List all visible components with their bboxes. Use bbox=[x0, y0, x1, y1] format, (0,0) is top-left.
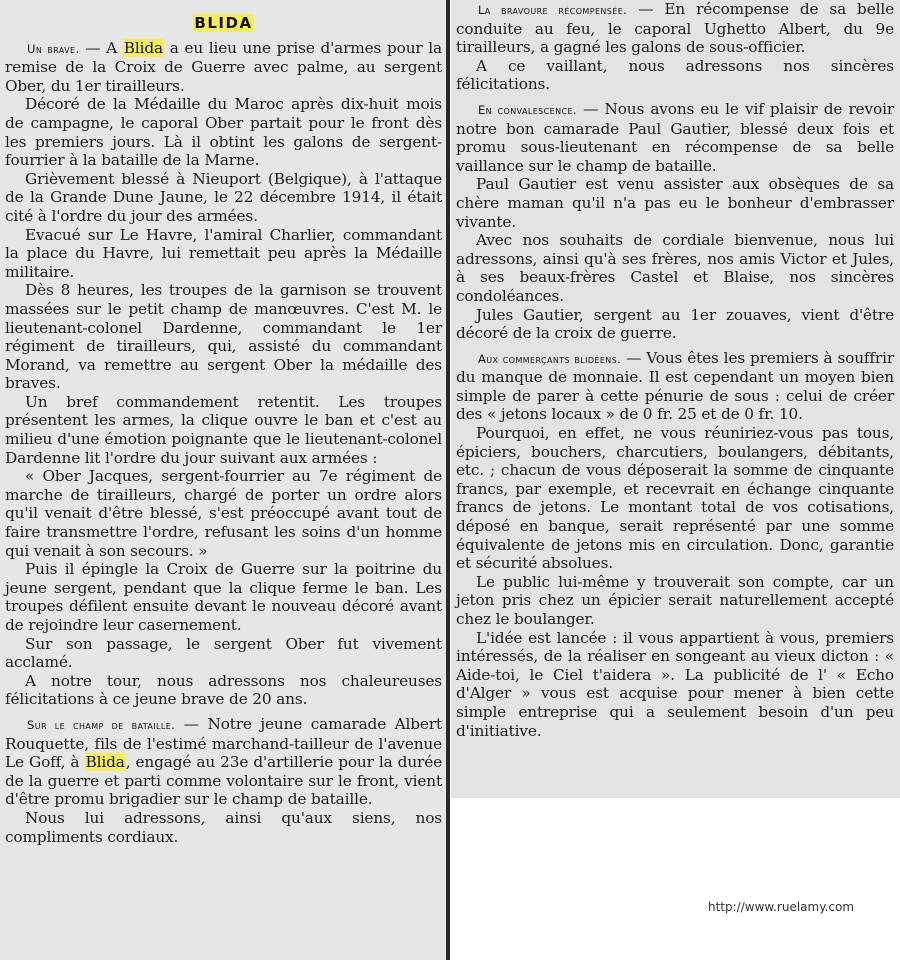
heading-un-brave: Un brave. bbox=[27, 41, 80, 56]
article-brave-p10: A notre tour, nous adressons nos chaleureuses félicitations à ce jeune brave de 20 ans. bbox=[5, 671, 442, 709]
source-credit-link[interactable]: http://www.ruelamy.com bbox=[708, 900, 855, 914]
heading-commercants: Aux commerçants blidéens. bbox=[478, 351, 622, 366]
article-brave-p8: Puis il épingle la Croix de Guerre sur la poitrine du jeune sergent, pendant que la clique ferme le ban. Les troupes défilent ensuite devant le nouveau décoré avant de rejoindre leur casernement. bbox=[5, 560, 442, 634]
article-convalescence-p2: Paul Gautier est venu assister aux obsèques de sa chère maman qu'il n'a pas eu le bonheur d'embrasser vivante. bbox=[456, 175, 894, 231]
champ-p1-b: , engagé au 23e d'artillerie pour la durée de la guerre et parti comme volontaire sur le front, vient d'être promu brigadier sur le champ de bataille. bbox=[5, 753, 442, 809]
article-commercants-p2: Pourquoi, en effet, ne vous réuniriez-vous pas tous, épiciers, bouchers, charcutiers, boulangers, débitants, etc. ; chacun de vous déposerait la somme de cinquante francs, par exemple, et recevrait en échange cinquante francs de jetons. Le montant total de vos cotisations, déposé en banque, serait représenté par une somme équivalente de jetons mis en circulation. Donc, garantie et sécurité absolues. bbox=[456, 424, 894, 573]
article-brave-p4: Evacué sur Le Havre, l'amiral Charlier, commandant la place du Havre, lui remettait peu après la Médaille militaire. bbox=[5, 225, 442, 281]
heading-bravoure: La bravoure récompensée. bbox=[478, 3, 628, 17]
article-brave-p6: Un bref commandement retentit. Les troupes présentent les armes, la clique ouvre le ban et c'est au milieu d'une émotion poignante que le lieutenant-colonel Dardenne lit l'ordre du jour suivant aux armées : bbox=[5, 392, 442, 467]
article-brave-p2: Décoré de la Médaille du Maroc après dix-huit mois de campagne, le caporal Ober partait pour le front dès les premiers jours. Là il obtint les galons de sergent-fourrier à la bataille de la Marne. bbox=[5, 95, 442, 170]
column-divider bbox=[446, 0, 450, 960]
brave-p1-b: a eu lieu une prise d'armes pour la remise de la Croix de Guerre avec palme, au sergent Ober, du 1er tirailleurs. bbox=[5, 38, 442, 95]
article-convalescence-p3: Avec nos souhaits de cordiale bienvenue, nous lui adressons, ainsi qu'à ses frères, nos amis Victor et Jules, à ses beaux-frères Castel et Blaise, nos sincères condoléances. bbox=[456, 231, 894, 305]
left-column bbox=[0, 0, 448, 960]
page-title: BLIDA bbox=[194, 14, 253, 32]
article-brave-p7: « Ober Jacques, sergent-fourrier au 7e régiment de marche de tirailleurs, chargé de porter un ordre alors qu'il venait d'être blessé, s'est préoccupé avant tout de faire transmettre l'ordre, refusant les soins d'un homme qui venait à son secours. » bbox=[5, 467, 442, 560]
champ-p1-a: — Notre jeune camarade Albert Rouquette, fils de l'estimé marchand-tailleur de l'avenue Le Goff, à bbox=[5, 714, 442, 772]
article-brave-p3: Grièvement blessé à Nieuport (Belgique), à l'attaque de la Grande Dune Jaune, le 22 décembre 1914, il était cité à l'ordre du jour des armées. bbox=[5, 169, 442, 225]
article-commercants-p1 bbox=[456, 349, 894, 424]
article-convalescence-p1 bbox=[456, 100, 894, 175]
article-commercants-p4: L'idée est lancée : il vous appartient à vous, premiers intéressés, de la réaliser en songeant au vieux dicton : « Aide-toi, le Ciel t'aidera ». La publicité de l' « Echo d'Alger » vous est acquise pour mener à bien cette simple entreprise qui a seulement besoin d'un peu d'initiative. bbox=[456, 628, 894, 740]
heading-convalescence: En convalescence. bbox=[478, 102, 577, 117]
article-convalescence-p4: Jules Gautier, sergent au 1er zouaves, vient d'être décoré de la croix de guerre. bbox=[456, 305, 894, 343]
convalescence-p1-text: — Nous avons eu le vif plaisir de revoir notre bon camarade Paul Gautier, blessé deux fois et promu sous-lieutenant en récompense de sa belle vaillance sur le champ de bataille. bbox=[456, 99, 894, 175]
article-champ-p1 bbox=[5, 715, 442, 809]
commercants-p1-text: — Vous êtes les premiers à souffrir du manque de monnaie. Il est cependant un moyen bien simple de parer à cette pénurie de sous : celui de créer des « jetons locaux » de 0 fr. 25 et de 0 fr. 10. bbox=[456, 348, 894, 424]
article-champ-p2: Nous lui adressons, ainsi qu'aux siens, nos compliments cordiaux. bbox=[5, 808, 442, 846]
bravoure-p1-text: — En récompense de sa belle conduite au feu, le caporal Ughetto Albert, du 9e tirailleurs, a gagné les galons de sous-officier. bbox=[456, 0, 894, 57]
article-brave-p5: Dès 8 heures, les troupes de la garnison se trouvent massées sur le petit champ de manœuvres. C'est M. le lieutenant-colonel Dardenne, commandant le 1er régiment de tirailleurs, qui, assisté du commandant Morand, va remettre au sergent Ober la médaille des braves. bbox=[5, 281, 442, 393]
article-bravoure-p1 bbox=[456, 0, 894, 57]
heading-champ-de-bataille: Sur le champ de bataille. bbox=[27, 717, 176, 732]
highlight-blida: Blida bbox=[123, 38, 163, 57]
article-brave-p1 bbox=[5, 39, 442, 96]
brave-p1-a: — A bbox=[79, 38, 123, 57]
article-brave-p9: Sur son passage, le sergent Ober fut vivement acclamé. bbox=[5, 634, 442, 672]
article-commercants-p3: Le public lui-même y trouverait son compte, car un jeton pris chez un épicier serait naturellement accepté chez le boulanger. bbox=[456, 572, 894, 628]
article-bravoure-p2: A ce vaillant, nous adressons nos sincères félicitations. bbox=[456, 56, 894, 94]
title-wrap bbox=[5, 14, 442, 33]
right-column bbox=[451, 0, 900, 798]
highlight-blida-2: Blida bbox=[85, 753, 125, 772]
